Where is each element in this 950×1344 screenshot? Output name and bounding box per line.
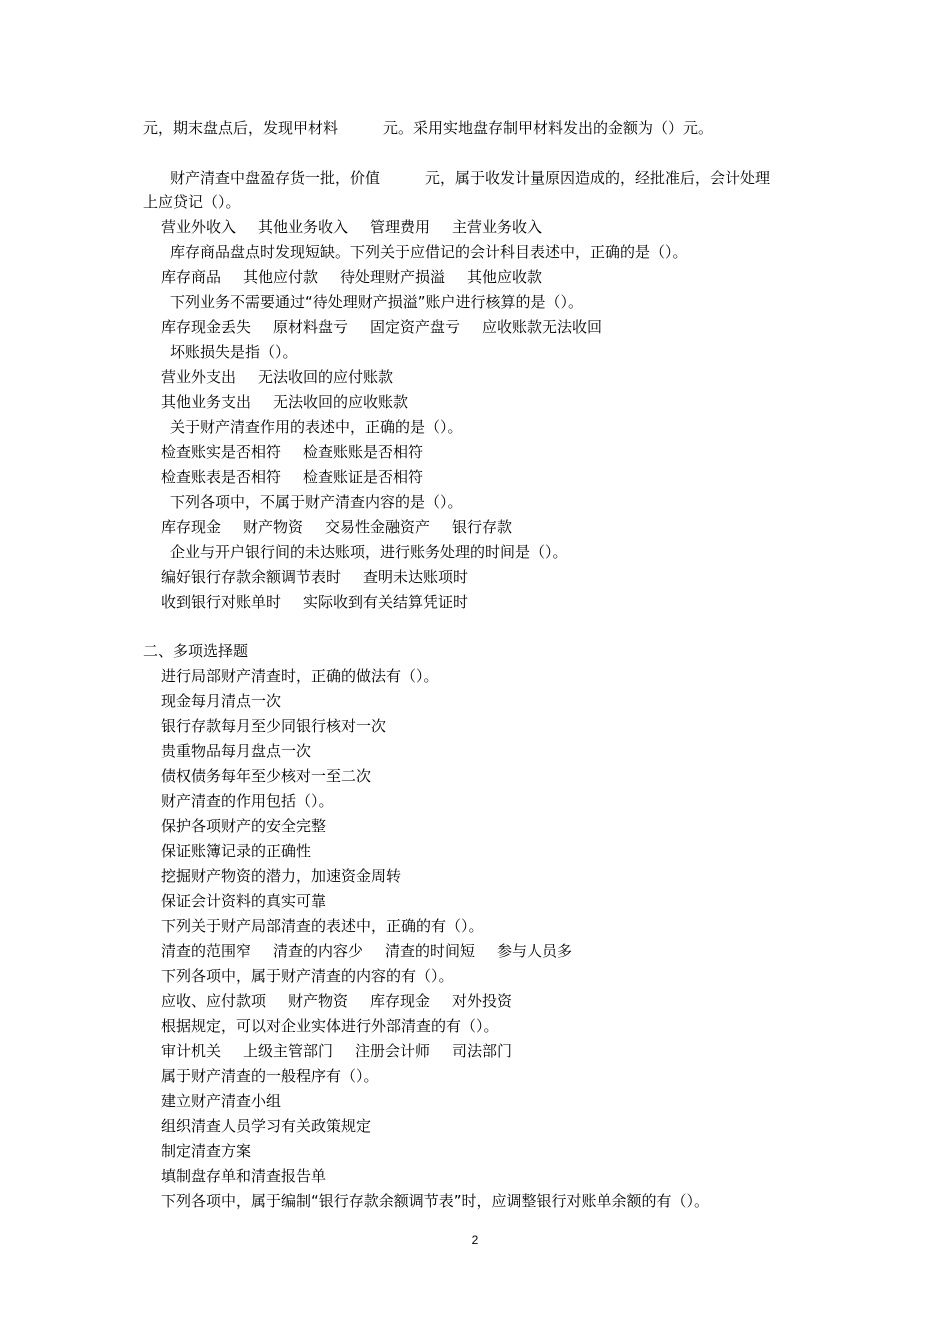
option: 库存现金	[370, 992, 431, 1010]
question-text: 坏账损失是指（）。	[170, 343, 298, 361]
option: 注册会计师	[355, 1042, 431, 1060]
option: 其他应付款	[243, 268, 319, 286]
answer-options	[161, 567, 468, 587]
answer-options	[161, 317, 602, 337]
option-line: 组织清查人员学习有关政策规定	[161, 1117, 372, 1135]
answer-options	[161, 467, 423, 487]
question-text: 下列关于财产局部清查的表述中，正确的有（）。	[161, 917, 484, 935]
question-text: 根据规定，可以对企业实体进行外部清查的有（）。	[161, 1017, 499, 1035]
question-text: 属于财产清查的一般程序有（）。	[161, 1067, 379, 1085]
option: 检查账实是否相符	[161, 443, 282, 461]
question-text: 下列各项中，属于财产清查的内容的有（）。	[161, 967, 454, 985]
option: 收到银行对账单时	[161, 593, 282, 611]
answer-options	[161, 592, 468, 612]
option-line: 保护各项财产的安全完整	[161, 817, 327, 835]
option: 检查账证是否相符	[303, 468, 424, 486]
option: 实际收到有关结算凭证时	[303, 593, 469, 611]
answer-options	[161, 517, 512, 537]
answer-options	[161, 442, 423, 462]
option: 对外投资	[452, 992, 513, 1010]
option-line: 挖掘财产物资的潜力，加速资金周转	[161, 867, 402, 885]
option: 其他业务支出	[161, 393, 252, 411]
option: 应收、应付款项	[161, 992, 267, 1010]
option-line: 债权债务每年至少核对一至二次	[161, 767, 372, 785]
option-line: 贵重物品每月盘点一次	[161, 742, 312, 760]
option: 固定资产盘亏	[370, 318, 461, 336]
option: 原材料盘亏	[273, 318, 349, 336]
question-text: 下列各项中，属于编制“银行存款余额调节表”时，应调整银行对账单余额的有（）。	[161, 1192, 710, 1210]
option: 管理费用	[370, 218, 431, 236]
text-line: 元，期末盘点后，发现甲材料 元。采用实地盘存制甲材料发出的金额为（）元。	[143, 119, 714, 137]
option: 应收账款无法收回	[482, 318, 603, 336]
option: 检查账表是否相符	[161, 468, 282, 486]
option: 参与人员多	[497, 942, 573, 960]
question-text: 财产清查的作用包括（）。	[161, 792, 334, 810]
option-line: 制定清查方案	[161, 1142, 252, 1160]
option: 营业外支出	[161, 368, 237, 386]
question-text: 下列业务不需要通过“待处理财产损溢”账户进行核算的是（）。	[170, 293, 584, 311]
option: 清查的范围窄	[161, 942, 252, 960]
question-text: 上应贷记（）。	[143, 193, 241, 211]
option: 清查的内容少	[273, 942, 364, 960]
option: 上级主管部门	[243, 1042, 334, 1060]
option: 银行存款	[452, 518, 513, 536]
answer-options	[161, 991, 512, 1011]
option: 财产物资	[288, 992, 349, 1010]
option: 库存现金	[161, 518, 222, 536]
option: 库存商品	[161, 268, 222, 286]
option: 无法收回的应付账款	[258, 368, 394, 386]
option-line: 保证会计资料的真实可靠	[161, 892, 327, 910]
option: 营业外收入	[161, 218, 237, 236]
answer-options	[161, 1041, 512, 1061]
answer-options	[161, 217, 542, 237]
question-text: 关于财产清查作用的表述中，正确的是（）。	[170, 418, 463, 436]
question-text: 财产清查中盘盈存货一批，价值 元，属于收发计量原因造成的，经批准后，会计处理	[170, 169, 771, 187]
option: 财产物资	[243, 518, 304, 536]
option: 无法收回的应收账款	[273, 393, 409, 411]
question-text: 库存商品盘点时发现短缺。下列关于应借记的会计科目表述中，正确的是（）。	[170, 243, 688, 261]
option: 审计机关	[161, 1042, 222, 1060]
option-line: 现金每月清点一次	[161, 692, 282, 710]
option-line: 银行存款每月至少同银行核对一次	[161, 717, 387, 735]
option: 主营业务收入	[452, 218, 543, 236]
answer-options	[161, 367, 393, 387]
option-line: 填制盘存单和清查报告单	[161, 1167, 327, 1185]
option: 交易性金融资产	[325, 518, 431, 536]
option-line: 建立财产清查小组	[161, 1092, 282, 1110]
question-text: 企业与开户银行间的未达账项，进行账务处理的时间是（）。	[170, 543, 568, 561]
option: 清查的时间短	[385, 942, 476, 960]
option: 其他业务收入	[258, 218, 349, 236]
option: 库存现金丢失	[161, 318, 252, 336]
option-line: 保证账簿记录的正确性	[161, 842, 312, 860]
answer-options	[161, 267, 542, 287]
answer-options	[161, 941, 572, 961]
option: 查明未达账项时	[363, 568, 469, 586]
question-text: 进行局部财产清查时，正确的做法有（）。	[161, 667, 439, 685]
page-number: 2	[471, 1233, 479, 1247]
question-text: 下列各项中，不属于财产清查内容的是（）。	[170, 493, 463, 511]
option: 待处理财产损溢	[340, 268, 446, 286]
section-heading: 二、多项选择题	[143, 642, 249, 660]
option: 检查账账是否相符	[303, 443, 424, 461]
answer-options	[161, 392, 408, 412]
option: 司法部门	[452, 1042, 513, 1060]
option: 其他应收款	[467, 268, 543, 286]
option: 编好银行存款余额调节表时	[161, 568, 342, 586]
